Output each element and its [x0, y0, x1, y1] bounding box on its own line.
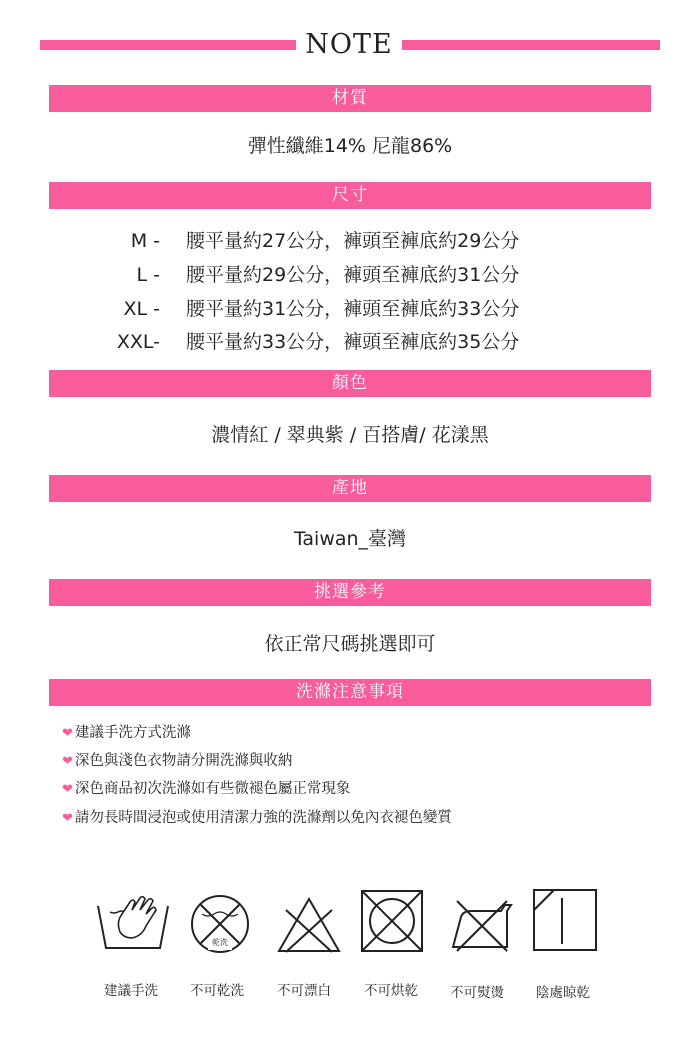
size-value: 腰平量約29公分，褲頭至褲底約31公分 — [186, 264, 520, 286]
size-key: L - — [136, 264, 160, 286]
size-key: XXL- — [116, 331, 160, 353]
care-label-dry-in-shade: 陰處晾乾 — [536, 985, 590, 1001]
no-iron-icon — [449, 897, 513, 955]
header-bar-left — [40, 40, 296, 50]
care-label-hand-wash: 建議手洗 — [104, 983, 158, 999]
size-value: 腰平量約33公分，褲頭至褲底約35公分 — [186, 331, 520, 353]
page-title: NOTE — [305, 29, 393, 60]
care-label-no-dry-clean: 不可乾洗 — [190, 983, 244, 999]
size-value: 腰平量約27公分，褲頭至褲底約29公分 — [186, 230, 520, 252]
heart-icon: ❤ — [62, 754, 73, 769]
list-item — [62, 751, 292, 772]
heart-icon: ❤ — [62, 782, 73, 797]
size-key: XL - — [123, 298, 160, 320]
list-item — [62, 779, 350, 800]
origin-text: Taiwan_臺灣 — [293, 528, 407, 550]
section-heading-care: 洗滌注意事項 — [49, 679, 651, 706]
care-label-no-tumble-dry: 不可烘乾 — [364, 983, 418, 999]
size-value: 腰平量約31公分，褲頭至褲底約33公分 — [186, 298, 520, 320]
dry-clean-mark: 乾洗 — [212, 938, 228, 947]
fit-text: 依正常尺碼挑選即可 — [264, 633, 436, 655]
dry-in-shade-icon — [532, 888, 598, 952]
section-heading-origin: 產地 — [49, 475, 651, 502]
color-text: 濃情紅 / 翠典紫 / 百搭膚/ 花漾黑 — [211, 424, 489, 446]
list-item — [62, 808, 452, 829]
care-label-no-bleach: 不可漂白 — [277, 983, 331, 999]
care-note-text: 深色與淺色衣物請分開洗滌與收納 — [74, 753, 293, 769]
section-heading-fit: 挑選參考 — [49, 579, 651, 606]
care-note-text: 請勿長時間浸泡或使用清潔力強的洗滌劑以免內衣褪色變質 — [74, 810, 452, 826]
material-text: 彈性纖維14% 尼龍86% — [247, 135, 453, 157]
section-heading-color: 顏色 — [49, 370, 651, 397]
care-note-text: 深色商品初次洗滌如有些微褪色屬正常現象 — [74, 781, 351, 797]
section-heading-material: 材質 — [49, 85, 651, 112]
heart-icon: ❤ — [62, 811, 73, 826]
list-item — [62, 723, 191, 744]
size-key: M - — [130, 230, 160, 252]
care-label-no-iron: 不可熨燙 — [450, 985, 504, 1001]
section-heading-size: 尺寸 — [49, 182, 651, 209]
no-tumble-dry-icon — [360, 889, 424, 953]
header-bar-right — [402, 40, 660, 50]
hand-wash-icon — [96, 892, 170, 950]
heart-icon: ❤ — [62, 726, 73, 741]
no-bleach-icon — [276, 896, 342, 954]
care-note-text: 建議手洗方式洗滌 — [74, 725, 191, 741]
note-header — [40, 28, 660, 62]
